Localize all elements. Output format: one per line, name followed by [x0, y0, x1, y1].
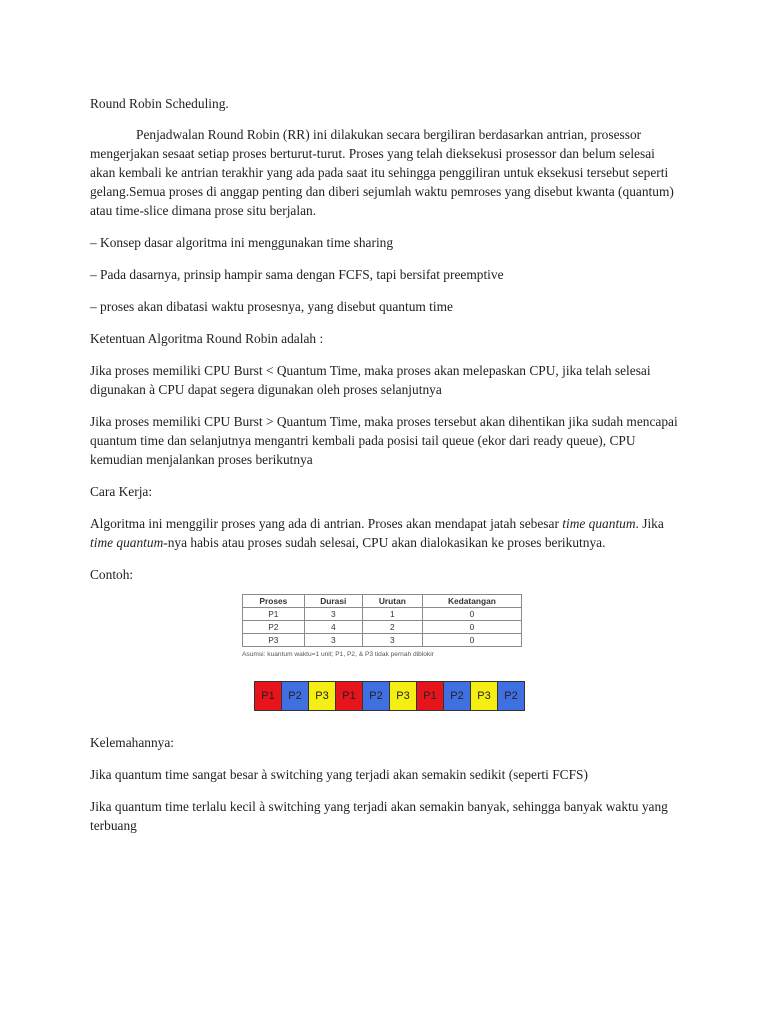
work-term-quantum-1: time quantum [562, 516, 636, 531]
gantt-slot: P2 [497, 681, 525, 711]
table-cell: P2 [243, 621, 305, 634]
table-row [243, 621, 522, 634]
gantt-slot: P3 [470, 681, 498, 711]
rule-burst-greater: Jika proses memiliki CPU Burst > Quantum Time, maka proses tersebut akan dihentikan jika sudah mencapai quantum time dan selanjutnya mengantri kembali pada posisi tail queue (ekor dari ready queue), CPU kemudian menjalankan proses berikutnya [90, 414, 678, 467]
document-page [90, 94, 680, 848]
table-cell: 2 [362, 621, 422, 634]
example-heading: Contoh: [90, 567, 134, 582]
work-paragraph [90, 514, 680, 552]
column-header: Durasi [304, 595, 362, 608]
table-header-row [243, 595, 522, 608]
work-heading: Cara Kerja: [90, 484, 153, 499]
gantt-slot: P1 [254, 681, 282, 711]
bullet-time-sharing: – Konsep dasar algoritma ini menggunakan time sharing [90, 235, 394, 250]
bullet-preemptive: – Pada dasarnya, prinsip hampir sama dengan FCFS, tapi bersifat preemptive [90, 267, 504, 282]
table-assumption-note: Asumsi: kuantum waktu=1 unit; P1, P2, & P3 tidak pernah diblokir [242, 651, 434, 658]
gantt-slot: P3 [389, 681, 417, 711]
intro-paragraph: Penjadwalan Round Robin (RR) ini dilakukan secara bergiliran berdasarkan antrian, prosessor mengerjakan sesaat setiap proses berturut-turut. Proses yang telah dieksekusi prosessor dan belum selesai akan kembali ke antrian terakhir yang ada pada saat itu sehingga penggiliran untuk eksekusi tersebut seperti gelang.Semua proses di anggap penting dan diberi sejumlah waktu pemroses yang disebut kwanta (quantum) atau time-slice dimana prose situ berjalan. [90, 127, 674, 218]
table-cell: 3 [362, 634, 422, 647]
gantt-slot: P1 [335, 681, 363, 711]
column-header: Urutan [362, 595, 422, 608]
rules-heading: Ketentuan Algoritma Round Robin adalah : [90, 331, 324, 346]
table-row [243, 634, 522, 647]
table-cell: 0 [422, 608, 521, 621]
weakness-heading: Kelemahannya: [90, 735, 175, 750]
table-cell: 3 [304, 634, 362, 647]
process-table-figure [242, 594, 532, 659]
gantt-slot: P2 [281, 681, 309, 711]
gantt-slot: P2 [362, 681, 390, 711]
rule-burst-less: Jika proses memiliki CPU Burst < Quantum Time, maka proses akan melepaskan CPU, jika telah selesai digunakan à CPU dapat segera digunakan oleh proses selanjutnya [90, 363, 651, 397]
work-text-e: -nya habis atau proses sudah selesai, CPU akan dialokasikan ke proses berikutnya. [163, 535, 606, 550]
weakness-large-quantum: Jika quantum time sangat besar à switching yang terjadi akan semakin sedikit (seperti FCFS) [90, 767, 588, 782]
gantt-slot: P1 [416, 681, 444, 711]
process-table [242, 594, 522, 647]
table-cell: 0 [422, 634, 521, 647]
gantt-chart [255, 681, 680, 711]
gantt-slot: P3 [308, 681, 336, 711]
doc-title: Round Robin Scheduling. [90, 96, 229, 111]
work-text-c: . Jika [635, 516, 664, 531]
table-cell: 1 [362, 608, 422, 621]
table-cell: P3 [243, 634, 305, 647]
table-cell: P1 [243, 608, 305, 621]
bullet-quantum-time: – proses akan dibatasi waktu prosesnya, yang disebut quantum time [90, 299, 453, 314]
table-cell: 3 [304, 608, 362, 621]
work-text-a: Algoritma ini menggilir proses yang ada di antrian. Proses akan mendapat jatah sebesar [90, 516, 563, 531]
gantt-slot: P2 [443, 681, 471, 711]
weakness-small-quantum: Jika quantum time terlalu kecil à switching yang terjadi akan semakin banyak, sehingga banyak waktu yang terbuang [90, 799, 668, 833]
column-header: Kedatangan [422, 595, 521, 608]
table-cell: 0 [422, 621, 521, 634]
work-term-quantum-2: time quantum [90, 535, 164, 550]
table-cell: 4 [304, 621, 362, 634]
table-row [243, 608, 522, 621]
column-header: Proses [243, 595, 305, 608]
